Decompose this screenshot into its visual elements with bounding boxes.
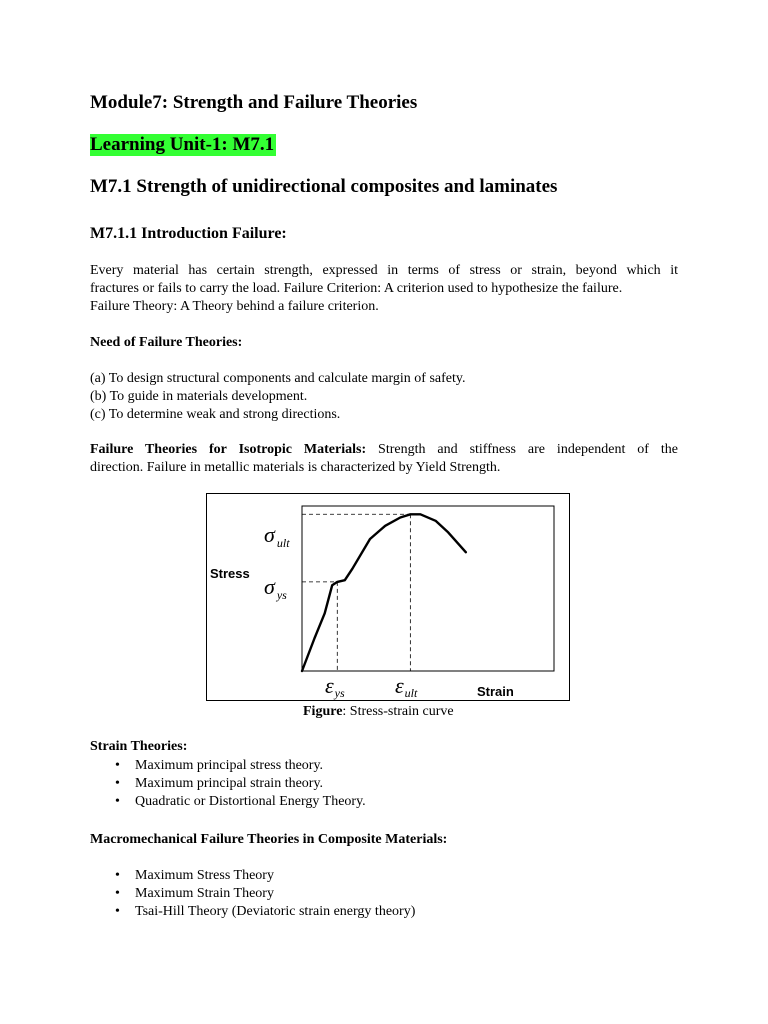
strain-theories-heading: Strain Theories: (90, 739, 188, 754)
need-item: (b) To guide in materials development. (90, 389, 308, 404)
figure-caption-label: Figure (303, 704, 343, 719)
isotropic-label: Failure Theories for Isotropic Materials: (90, 442, 367, 457)
stress-strain-curve (302, 514, 466, 671)
intro-line-3: Failure Theory: A Theory behind a failure criterion. (90, 299, 379, 314)
y-tick-label-ys (264, 574, 287, 602)
section-title: M7.1 Strength of unidirectional composites and laminates (90, 176, 558, 197)
x-tick-label-ult (395, 673, 418, 700)
list-item: • Maximum Stress Theory (90, 867, 415, 885)
isotropic-text: Strength and stiffness are independent of the (366, 442, 678, 457)
y-tick-ult-symbol: σ (264, 522, 275, 547)
need-list (90, 370, 678, 424)
y-tick-ys-symbol: σ (264, 574, 275, 599)
intro-line-2: fractures or fails to carry the load. Failure Criterion: A criterion used to hypothesize the failure. (90, 281, 623, 296)
figure-caption-text: : Stress-strain curve (342, 704, 454, 719)
x-tick-ys-sub: ys (334, 686, 345, 700)
y-tick-label-ult (264, 522, 290, 550)
plot-frame (302, 506, 554, 671)
x-tick-ys-symbol: ε (325, 673, 334, 698)
isotropic-line-1 (90, 441, 678, 459)
need-heading: Need of Failure Theories: (90, 335, 243, 350)
macro-theories-list (90, 867, 415, 921)
stress-strain-chart (207, 494, 569, 700)
macro-heading: Macromechanical Failure Theories in Composite Materials: (90, 832, 448, 847)
figure-caption (303, 704, 454, 720)
x-axis-label: Strain (477, 684, 514, 699)
intro-line-1: Every material has certain strength, expressed in terms of stress or strain, beyond which it (90, 263, 678, 278)
module-title: Module7: Strength and Failure Theories (90, 92, 418, 113)
strain-theories-list (90, 757, 366, 811)
x-tick-label-ys (325, 673, 345, 700)
y-axis-label: Stress (210, 566, 250, 581)
list-item: • Quadratic or Distortional Energy Theory. (90, 793, 366, 811)
learning-unit-heading: Learning Unit-1: M7.1 (90, 134, 275, 155)
list-item: • Maximum principal stress theory. (90, 757, 366, 775)
list-item: • Maximum principal strain theory. (90, 775, 366, 793)
y-tick-ys-sub: ys (276, 588, 287, 602)
need-item: (a) To design structural components and calculate margin of safety. (90, 371, 466, 386)
isotropic-line-2: direction. Failure in metallic materials is characterized by Yield Strength. (90, 460, 501, 475)
list-item: • Maximum Strain Theory (90, 885, 415, 903)
x-tick-ult-symbol: ε (395, 673, 404, 698)
need-item: (c) To determine weak and strong directions. (90, 407, 341, 422)
stress-strain-figure (206, 493, 570, 701)
intro-paragraph (90, 262, 678, 316)
list-item: • Tsai-Hill Theory (Deviatoric strain energy theory) (90, 903, 415, 921)
x-tick-ult-sub: ult (404, 686, 418, 700)
isotropic-paragraph (90, 441, 678, 477)
subsection-title: M7.1.1 Introduction Failure: (90, 225, 287, 242)
y-tick-ult-sub: ult (276, 536, 290, 550)
